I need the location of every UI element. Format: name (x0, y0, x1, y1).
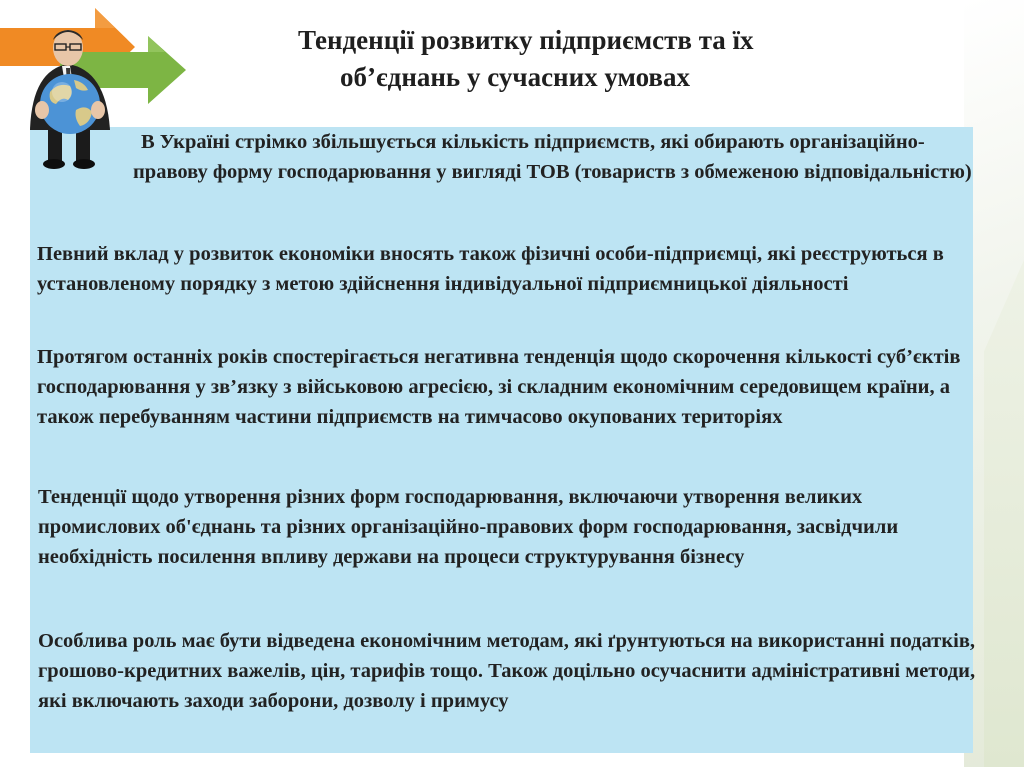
paragraph-business-forms: Тенденції щодо утворення різних форм господарювання, включаючи утворення великих промислових об'єднань та різних організаційно-правових форм господарювання, засвідчили необхідність посилення впливу держави на процеси структурування бізнесу (38, 486, 899, 568)
slide-title (240, 22, 920, 96)
slide-title-line-2: об’єднань у сучасних умовах (340, 62, 690, 92)
businessman-globe-icon (18, 18, 128, 170)
paragraph-individual-entrepreneurs: Певний вклад у розвиток економіки вносять також фізичні особи-підприємці, які реєструються в установленому порядку з метою здійснення індивідуальної підприємницької діяльності (37, 243, 944, 295)
paragraph-llc-growth: В Україні стрімко збільшується кількість підприємств, які обирають організаційно-правову форму господарювання у вигляді ТОВ (товариств з обмеженою відповідальністю) (133, 131, 972, 183)
slide-title-line-1: Тенденції розвитку підприємств та їх (298, 25, 754, 55)
paragraph-negative-trend: Протягом останніх років спостерігається негативна тенденція щодо скорочення кількості суб’єктів господарювання у зв’язку з військовою агресією, зі складним економічним середовищем країни, а також перебуванням частини підприємств на тимчасово окупованих територіях (37, 346, 961, 428)
paragraph-economic-methods: Особлива роль має бути відведена економічним методам, які ґрунтуються на використанні податків, грошово-кредитних важелів, цін, тарифів тощо. Також доцільно осучаснити адміністративні методи, які включають заходи заборони, дозволу і примусу (38, 630, 976, 712)
